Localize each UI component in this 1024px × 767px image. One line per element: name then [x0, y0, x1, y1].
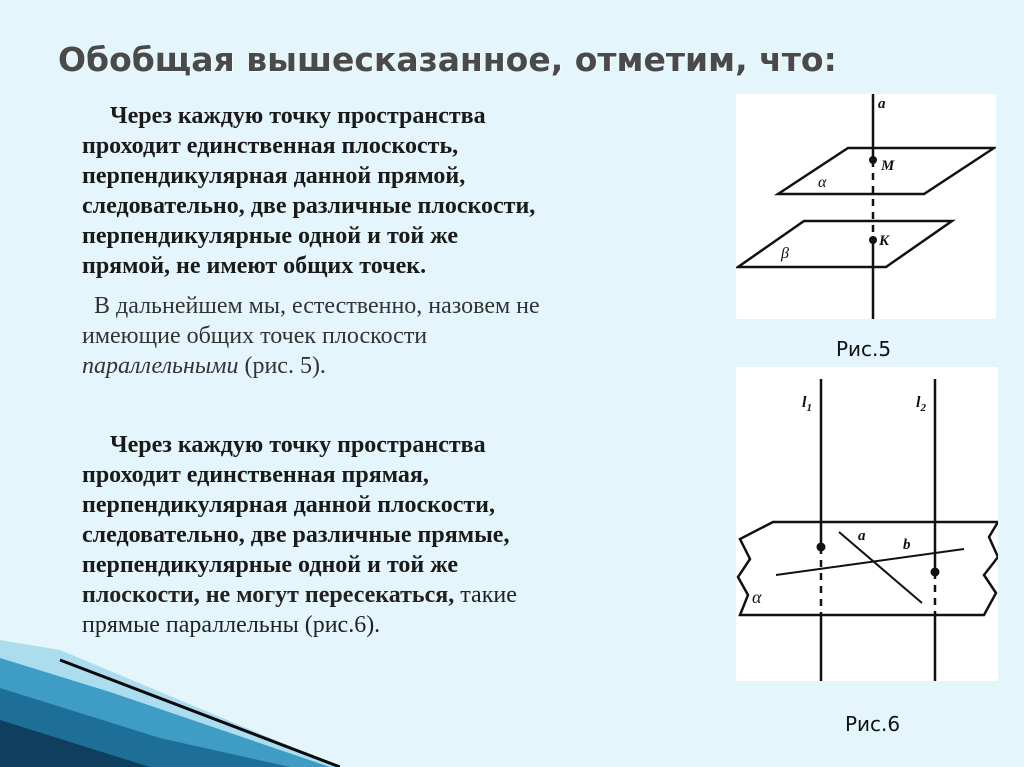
paragraph-line: [82, 351, 722, 381]
figure-reference: (рис. 5).: [238, 353, 326, 379]
paragraph-line: Через каждую точку пространства: [110, 103, 486, 129]
label-alpha: α: [818, 174, 827, 191]
paragraph-line: перпендикулярные одной и той же: [82, 223, 458, 249]
paragraph-definition: [82, 291, 722, 381]
plane-alpha: [738, 522, 998, 615]
decorative-corner-stripes: [0, 640, 340, 767]
label-beta: β: [781, 245, 789, 262]
paragraph-planes: [82, 101, 722, 281]
slide-title: Обобщая вышесказанное, отметим, что:: [58, 40, 837, 79]
paragraph-line: прямой, не имеют общих точек.: [82, 253, 427, 279]
figure-5: [736, 94, 996, 319]
paragraph-line: перпендикулярные одной и той же: [82, 552, 458, 578]
paragraph-bold-part: плоскости, не могут пересекаться,: [82, 582, 455, 608]
point-l1-intersection: [817, 543, 826, 552]
paragraph-line: проходит единственная плоскость,: [82, 133, 459, 159]
figure-5-diagram: [736, 94, 996, 319]
figure-5-caption: Рис.5: [836, 337, 892, 361]
figure-6-diagram: [736, 367, 998, 681]
label-line-a: a: [878, 96, 886, 112]
paragraph-line: [82, 580, 722, 610]
figure-6-caption: Рис.6: [845, 712, 901, 736]
plane-beta: [738, 221, 952, 267]
paragraph-line: Через каждую точку пространства: [110, 432, 486, 458]
paragraph-line: перпендикулярная данной прямой,: [82, 163, 466, 189]
label-m: M: [881, 158, 895, 174]
paragraph-line: имеющие общих точек плоскости: [82, 323, 428, 349]
label-a: a: [858, 528, 866, 544]
paragraph-line: В дальнейшем мы, естественно, назовем не: [94, 293, 540, 319]
figure-6: [736, 367, 998, 681]
label-l2: $l_2$: [916, 394, 926, 414]
paragraph-line: проходит единственная прямая,: [82, 462, 429, 488]
point-m: [869, 156, 877, 164]
label-l1: $l_1$: [802, 394, 812, 414]
paragraph-line: следовательно, две различные плоскости,: [82, 193, 536, 219]
paragraph-line: перпендикулярная данной плоскости,: [82, 492, 495, 518]
point-l2-intersection: [931, 568, 940, 577]
label-b: b: [903, 537, 911, 553]
label-k: K: [879, 233, 890, 249]
paragraph-line: следовательно, две различные прямые,: [82, 522, 510, 548]
label-alpha: α: [752, 587, 762, 607]
term-parallel: параллельными: [82, 353, 239, 379]
paragraph-lines: [82, 430, 722, 640]
point-k: [869, 236, 877, 244]
paragraph-line: прямые параллельны (рис.6).: [82, 612, 381, 638]
paragraph-normal-part: такие: [454, 582, 517, 608]
